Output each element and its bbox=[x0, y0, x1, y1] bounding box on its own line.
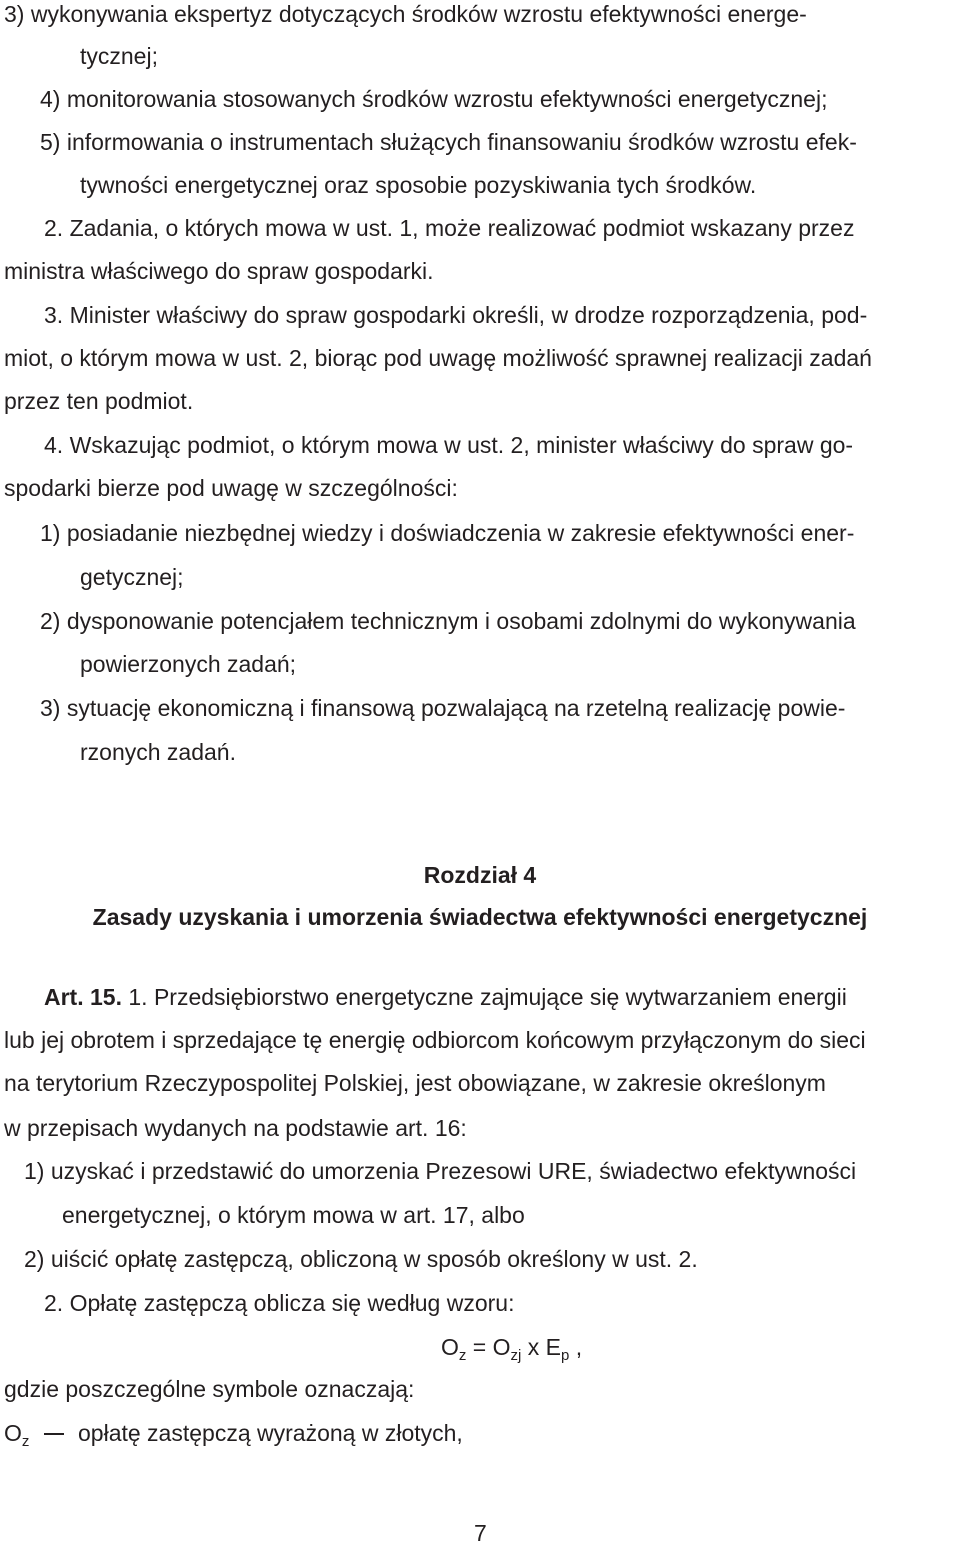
article-text-2: lub jej obrotem i sprzedające tę energię odbiorcom końcowym przyłączonym do sieci bbox=[4, 1027, 866, 1053]
text-line-5: tywności energetycznej oraz sposobie pozyskiwania tych środków. bbox=[80, 172, 757, 198]
article-point-1: 1) uzyskać i przedstawić do umorzenia Prezesowi URE, świadectwo efektywności bbox=[24, 1158, 857, 1184]
article-point-2: 2) uiścić opłatę zastępczą, obliczoną w sposób określony w ust. 2. bbox=[24, 1246, 698, 1272]
text-line-12: spodarki bierze pod uwagę w szczególności: bbox=[4, 475, 458, 501]
text-line-11: 4. Wskazując podmiot, o którym mowa w ust. 2, minister właściwy do spraw go- bbox=[44, 432, 854, 458]
text-line-6: 2. Zadania, o których mowa w ust. 1, może realizować podmiot wskazany przez bbox=[44, 215, 855, 241]
article-text-4: w przepisach wydanych na podstawie art. 16: bbox=[4, 1115, 467, 1141]
text-line-8: 3. Minister właściwy do spraw gospodarki określi, w drodze rozporządzenia, pod- bbox=[44, 302, 868, 328]
text-line-2: tycznej; bbox=[80, 43, 158, 69]
text-line-3: 4) monitorowania stosowanych środków wzrostu efektywności energetycznej; bbox=[40, 86, 828, 112]
text-line-10: przez ten podmiot. bbox=[4, 388, 194, 414]
text-line-16: powierzonych zadań; bbox=[80, 651, 297, 677]
symbol-oz-description: opłatę zastępczą wyrażoną w złotych, bbox=[78, 1420, 463, 1446]
article-text-1: 1. Przedsiębiorstwo energetyczne zajmujące się wytwarzaniem energii bbox=[128, 984, 847, 1010]
definition-dash bbox=[44, 1433, 64, 1435]
formula: $O_z = O_{zj}$ x $E_p$ , bbox=[441, 1334, 583, 1364]
text-line-4: 5) informowania o instrumentach służących finansowaniu środków wzrostu efek- bbox=[40, 129, 857, 155]
symbols-intro: gdzie poszczególne symbole oznaczają: bbox=[4, 1376, 415, 1402]
text-line-18: rzonych zadań. bbox=[80, 739, 236, 765]
article-label: Art. 15. bbox=[44, 984, 122, 1010]
text-line-14: getycznej; bbox=[80, 564, 184, 590]
text-line-15: 2) dysponowanie potencjałem technicznym i osobami zdolnymi do wykonywania bbox=[40, 608, 856, 634]
article-first-line bbox=[44, 983, 847, 1011]
symbol-oz: $O_z$ bbox=[4, 1420, 30, 1450]
page-number: 7 bbox=[474, 1520, 487, 1546]
text-line-17: 3) sytuację ekonomiczną i finansową pozwalającą na rzetelną realizację powie- bbox=[40, 695, 846, 721]
text-line-7: ministra właściwego do spraw gospodarki. bbox=[4, 258, 434, 284]
article-text-3: na terytorium Rzeczypospolitej Polskiej, jest obowiązane, w zakresie określonym bbox=[4, 1070, 826, 1096]
chapter-title: Zasady uzyskania i umorzenia świadectwa efektywności energetycznej bbox=[92, 904, 868, 930]
text-line-9: miot, o którym mowa w ust. 2, biorąc pod uwagę możliwość sprawnej realizacji zadań bbox=[4, 345, 872, 371]
article-para-2: 2. Opłatę zastępczą oblicza się według wzoru: bbox=[44, 1290, 515, 1316]
article-point-1-cont: energetycznej, o którym mowa w art. 17, albo bbox=[62, 1202, 525, 1228]
text-line-1: 3) wykonywania ekspertyz dotyczących środków wzrostu efektywności energe- bbox=[4, 1, 807, 27]
chapter-number: Rozdział 4 bbox=[423, 862, 537, 888]
text-line-13: 1) posiadanie niezbędnej wiedzy i doświadczenia w zakresie efektywności ener- bbox=[40, 520, 855, 546]
